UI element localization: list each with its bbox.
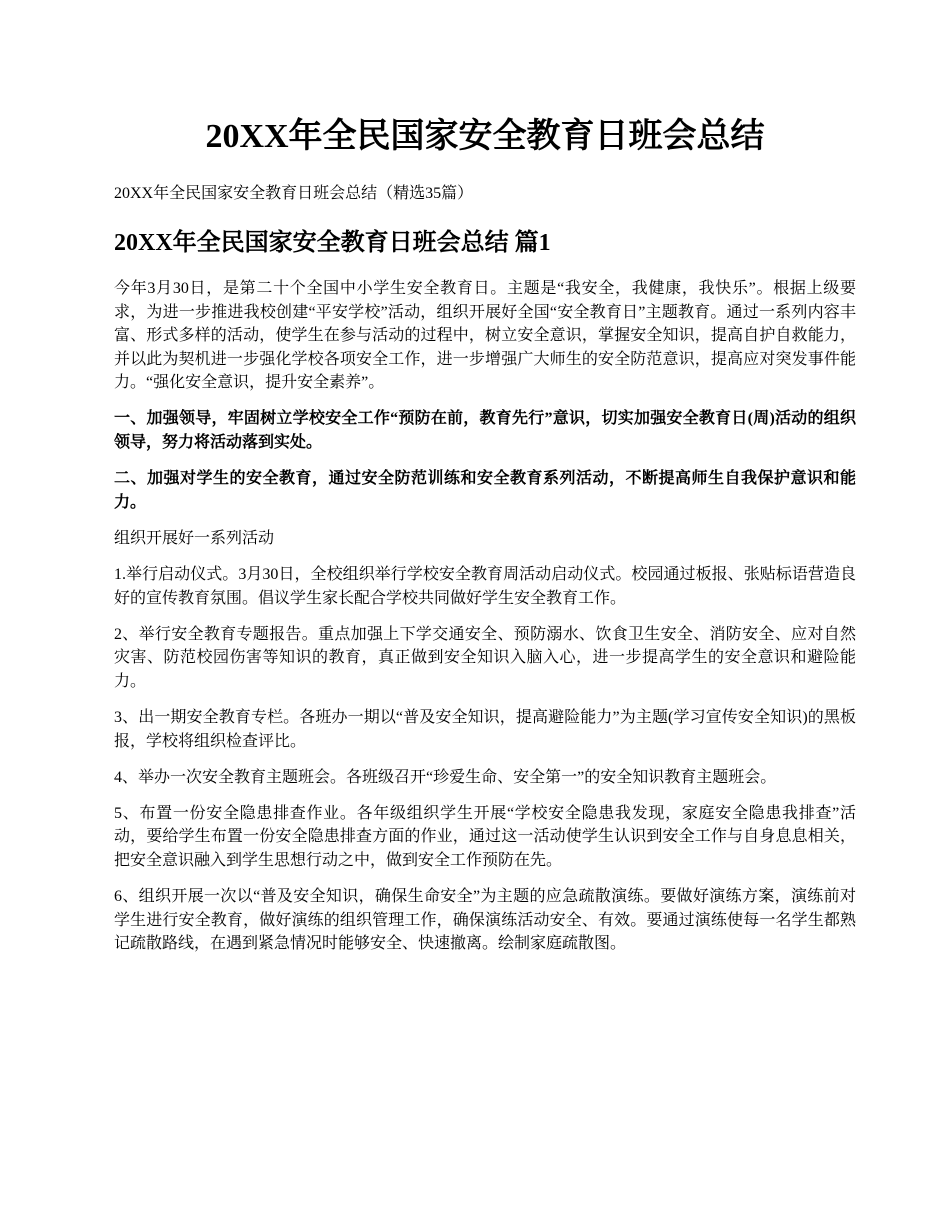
- paragraph-bold-point-1: 一、加强领导，牢固树立学校安全工作“预防在前，教育先行”意识，切实加强安全教育日(周)活动的组织领导，努力将活动落到实处。: [114, 410, 856, 452]
- section-heading: 20XX年全民国家安全教育日班会总结 篇1: [114, 230, 551, 256]
- document-title: 20XX年全民国家安全教育日班会总结: [205, 118, 765, 155]
- paragraph-activities-heading: 组织开展好一系列活动: [114, 529, 275, 547]
- document-page: [114, 112, 856, 968]
- paragraph-activity-4: 4、举办一次安全教育主题班会。各班级召开“珍爱生命、安全第一”的安全知识教育主题班会。: [114, 768, 777, 786]
- document-subtitle: 20XX年全民国家安全教育日班会总结（精选35篇）: [114, 185, 474, 202]
- paragraph-intro: 今年3月30日，是第二十个全国中小学生安全教育日。主题是“我安全，我健康，我快乐”。根据上级要求，为进一步推进我校创建“平安学校”活动，组织开展好全国“安全教育日”主题教育。通过一系列内容丰富、形式多样的活动，使学生在参与活动的过程中，树立安全意识，掌握安全知识，提高自护自救能力，并以此为契机进一步强化学校各项安全工作，进一步增强广大师生的安全防范意识，提高应对突发事件能力。“强化安全意识，提升安全素养”。: [114, 280, 856, 392]
- paragraph-bold-point-2: 二、加强对学生的安全教育，通过安全防范训练和安全教育系列活动，不断提高师生自我保护意识和能力。: [114, 470, 856, 511]
- paragraph-activity-2: 2、举行安全教育专题报告。重点加强上下学交通安全、预防溺水、饮食卫生安全、消防安全、应对自然灾害、防范校园伤害等知识的教育，真正做到安全知识入脑入心，进一步提高学生的安全意识和避险能力。: [114, 625, 856, 690]
- paragraph-activity-5: 5、布置一份安全隐患排查作业。各年级组织学生开展“学校安全隐患我发现，家庭安全隐患我排查”活动，要给学生布置一份安全隐患排查方面的作业，通过这一活动使学生认识到安全工作与自身息息相关，把安全意识融入到学生思想行动之中，做到安全工作预防在先。: [114, 804, 856, 869]
- paragraph-activity-3: 3、出一期安全教育专栏。各班办一期以“普及安全知识，提高避险能力”为主题(学习宣传安全知识)的黑板报，学校将组织检查评比。: [114, 708, 856, 750]
- paragraph-activity-1: 1.举行启动仪式。3月30日，全校组织举行学校安全教育周活动启动仪式。校园通过板报、张贴标语营造良好的宣传教育氛围。倡议学生家长配合学校共同做好学生安全教育工作。: [114, 565, 856, 607]
- paragraph-activity-6: 6、组织开展一次以“普及安全知识，确保生命安全”为主题的应急疏散演练。要做好演练方案，演练前对学生进行安全教育，做好演练的组织管理工作，确保演练活动安全、有效。要通过演练使每一名学生都熟记疏散路线，在遇到紧急情况时能够安全、快速撤离。绘制家庭疏散图。: [114, 887, 856, 953]
